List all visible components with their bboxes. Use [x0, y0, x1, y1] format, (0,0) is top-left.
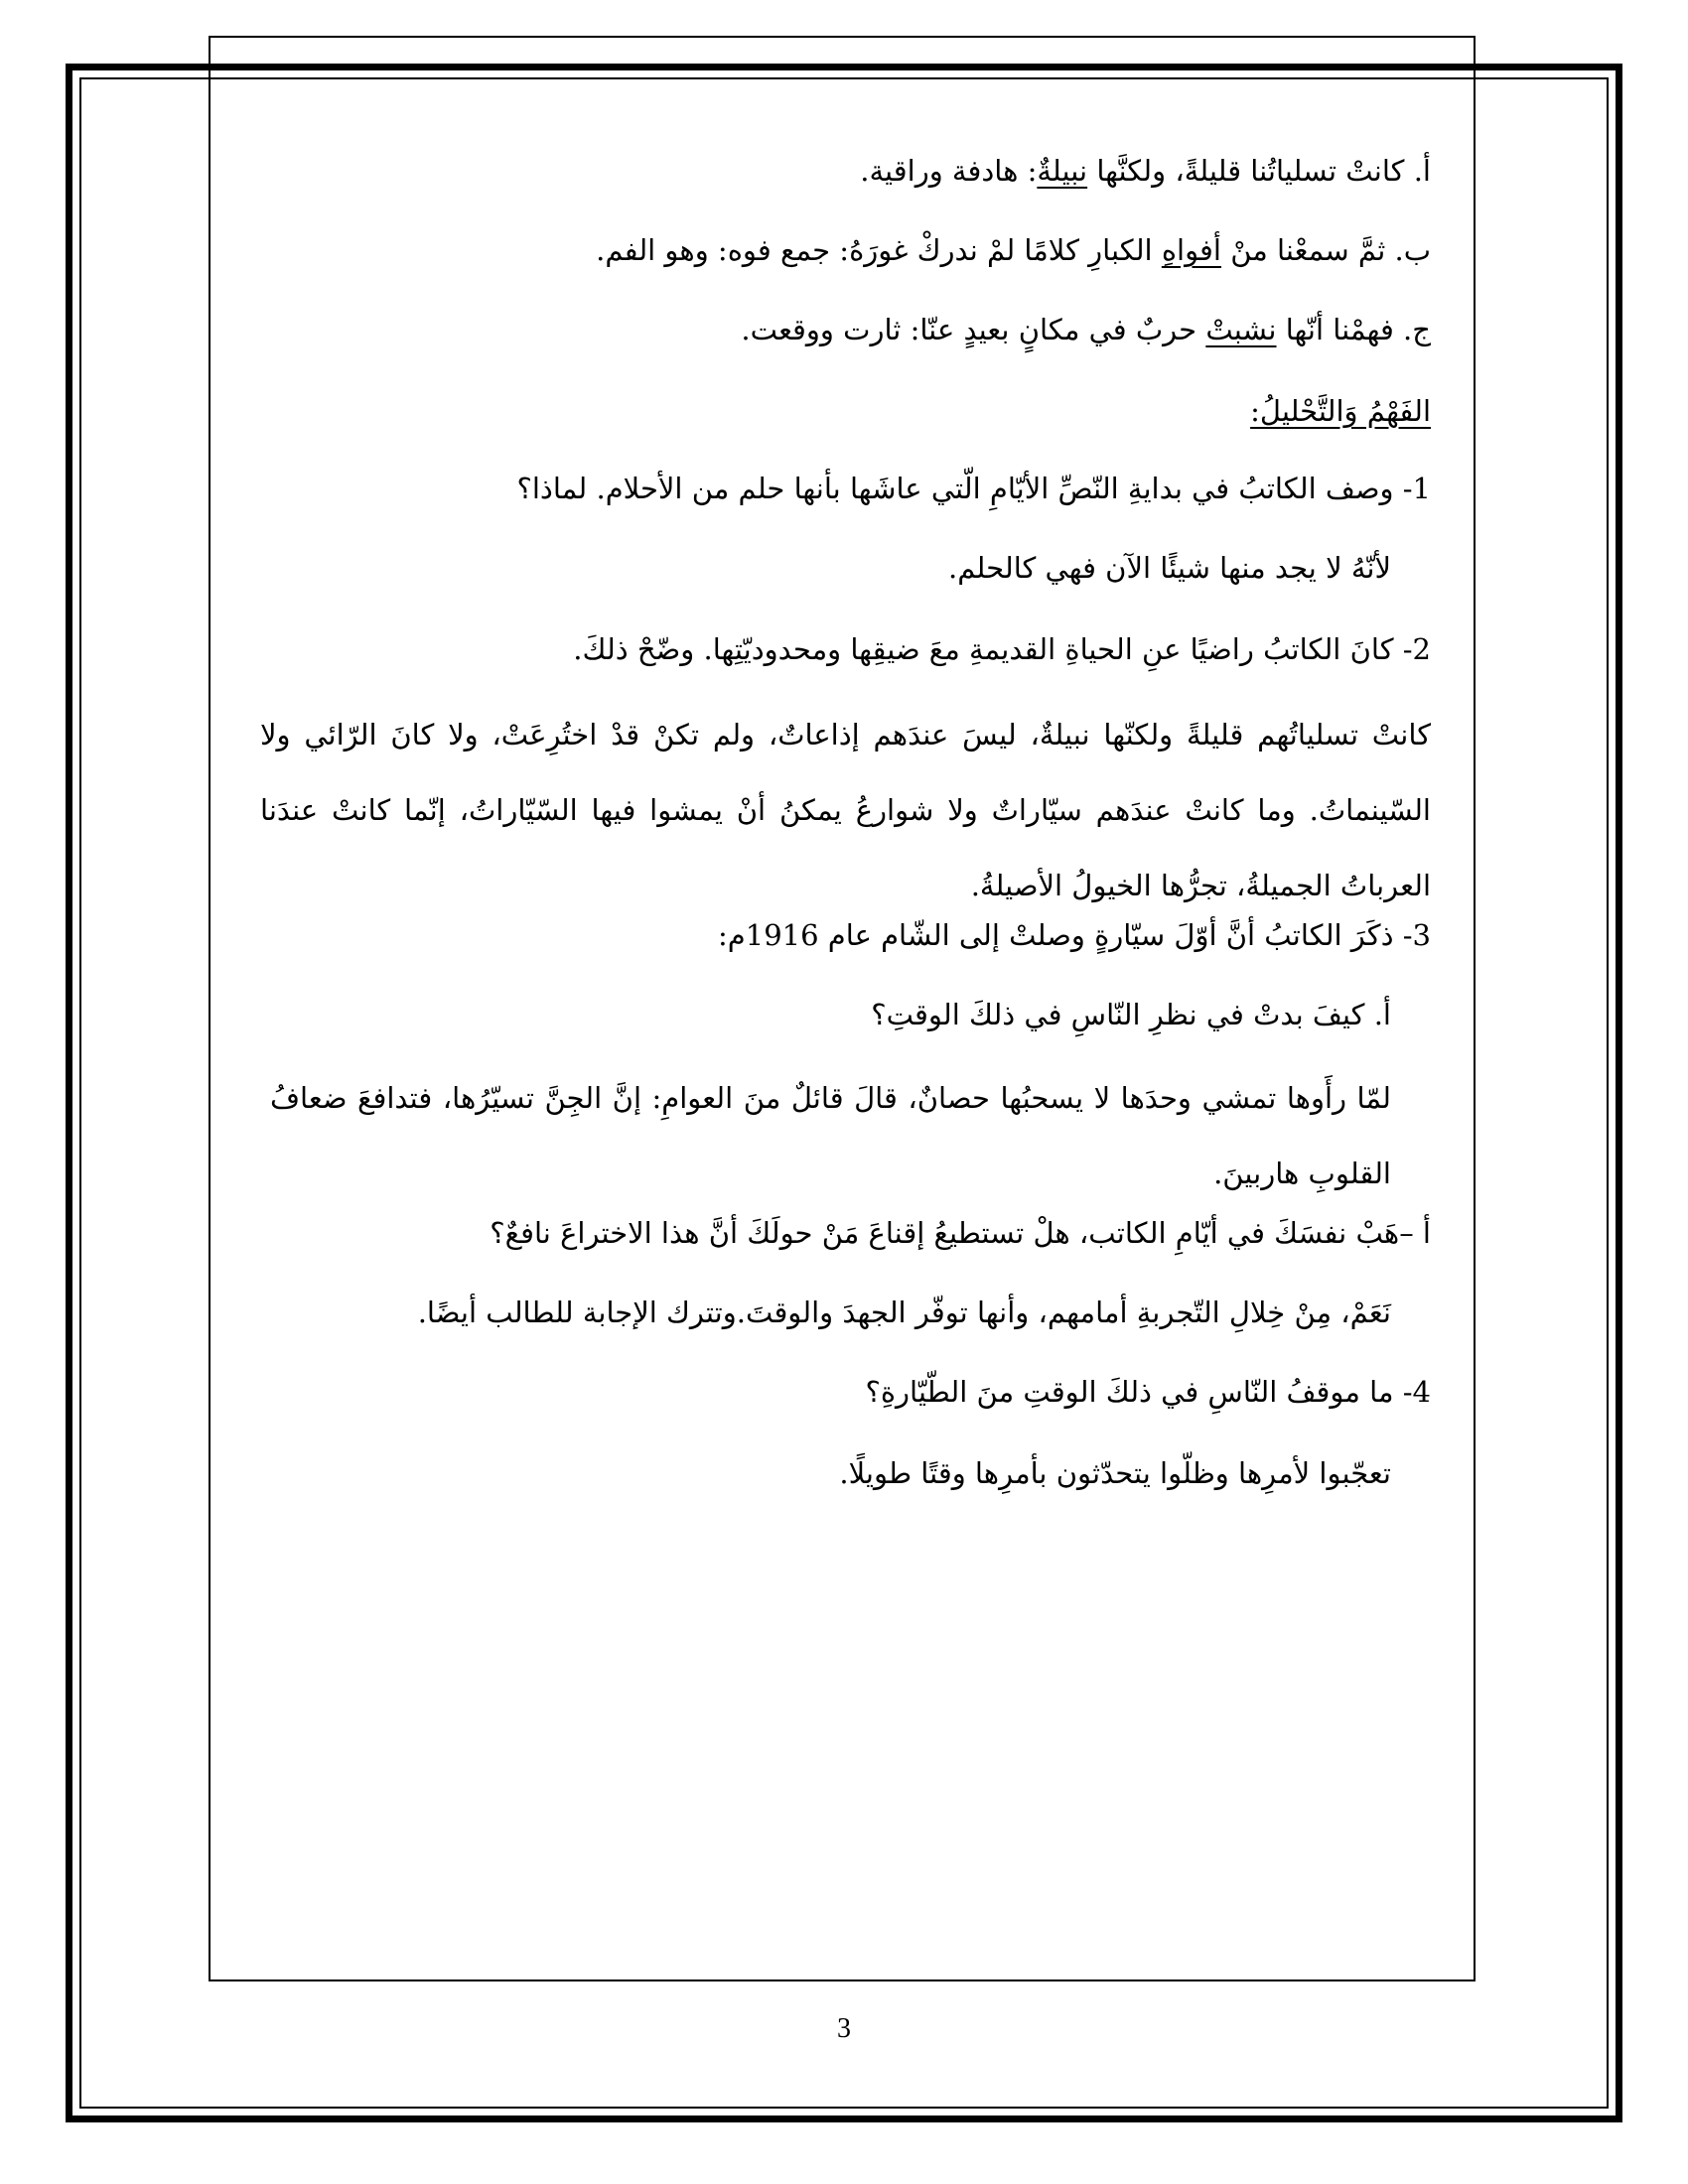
content-box — [209, 36, 1476, 1981]
answer-3a: لمّا رأَوها تمشي وحدَها لا يسحبُها حصانٌ، قالَ قائلٌ منَ العوامِ: إنَّ الجِنَّ تسيّرُها، فتدافعَ ضعافُ القلوبِ هاربينَ. — [270, 1081, 1391, 1190]
vocab-item-c: ج. فهمْنا أنّها نشبتْ حربٌ في مكانٍ بعيدٍ عنّا: ثارت ووقعت. — [741, 313, 1431, 346]
section-title: الفَهْمُ وَالتَّحْليلُ: — [1250, 394, 1431, 428]
answer-2: كانتْ تسلياتُهم قليلةً ولكنّها نبيلةٌ، ليسَ عندَهم إذاعاتٌ، ولم تكنْ قدْ اختُرِعَتْ، ولا كانَ الرّائي ولا السّينماتُ. وما كانتْ عندَهم سيّاراتٌ ولا شوارعُ يمكنُ أنْ يمشوا فيها السّيّاراتُ، إنّما كانتْ عندَنا العرباتُ الجميلةُ، تجرُّها الخيولُ الأصيلةُ. — [260, 718, 1431, 902]
question-4: 4- ما موقفُ النّاسِ في ذلكَ الوقتِ منَ الطّيّارةِ؟ — [865, 1375, 1431, 1409]
vocab-item-b: ب. ثمَّ سمعْنا منْ أفواهِ الكبارِ كلامًا لمْ ندركْ غورَهُ: جمع فوه: وهو الفم. — [596, 233, 1431, 267]
vocab-word: أفواهِ — [1161, 233, 1221, 267]
answer-4: تعجّبوا لأمرِها وظلّوا يتحدّثون بأمرِها وقتًا طويلًا. — [839, 1456, 1391, 1490]
question-1: 1- وصف الكاتبُ في بدايةِ النّصِّ الأيّامِ الّتي عاشَها بأنها حلم من الأحلام. لماذا؟ — [516, 472, 1431, 505]
question-3a: أ. كيفَ بدتْ في نظرِ النّاسِ في ذلكَ الوقتِ؟ — [871, 998, 1391, 1031]
vocab-item-a: أ. كانتْ تسلياتُنا قليلةً، ولكنَّها نبيلةٌ: هادفة وراقية. — [860, 154, 1431, 188]
content-area — [211, 38, 1431, 1979]
page-number: 3 — [837, 2013, 851, 2044]
question-2: 2- كانَ الكاتبُ راضيًا عنِ الحياةِ القديمةِ معَ ضيقِها ومحدوديّتِها. وضّحْ ذلكَ. — [573, 632, 1431, 666]
question-3: 3- ذكَرَ الكاتبُ أنَّ أوّلَ سيّارةٍ وصلتْ إلى الشّام عام 1916م: — [718, 918, 1431, 952]
answer-3b: نَعَمْ، مِنْ خِلالِ التّجربةِ أمامهم، وأنها توفّر الجهدَ والوقتَ.وتترك الإجابة للطالب أيضًا. — [417, 1296, 1391, 1329]
vocab-word: نشبتْ — [1205, 313, 1277, 346]
question-3b: أ –هَبْ نفسَكَ في أيّامِ الكاتب، هلْ تستطيعُ إقناعَ مَنْ حولَكَ أنَّ هذا الاختراعَ نافعٌ؟ — [490, 1216, 1431, 1250]
vocab-word: نبيلةٌ — [1037, 154, 1088, 188]
answer-1: لأنّهُ لا يجد منها شيئًا الآن فهي كالحلم. — [948, 551, 1391, 585]
